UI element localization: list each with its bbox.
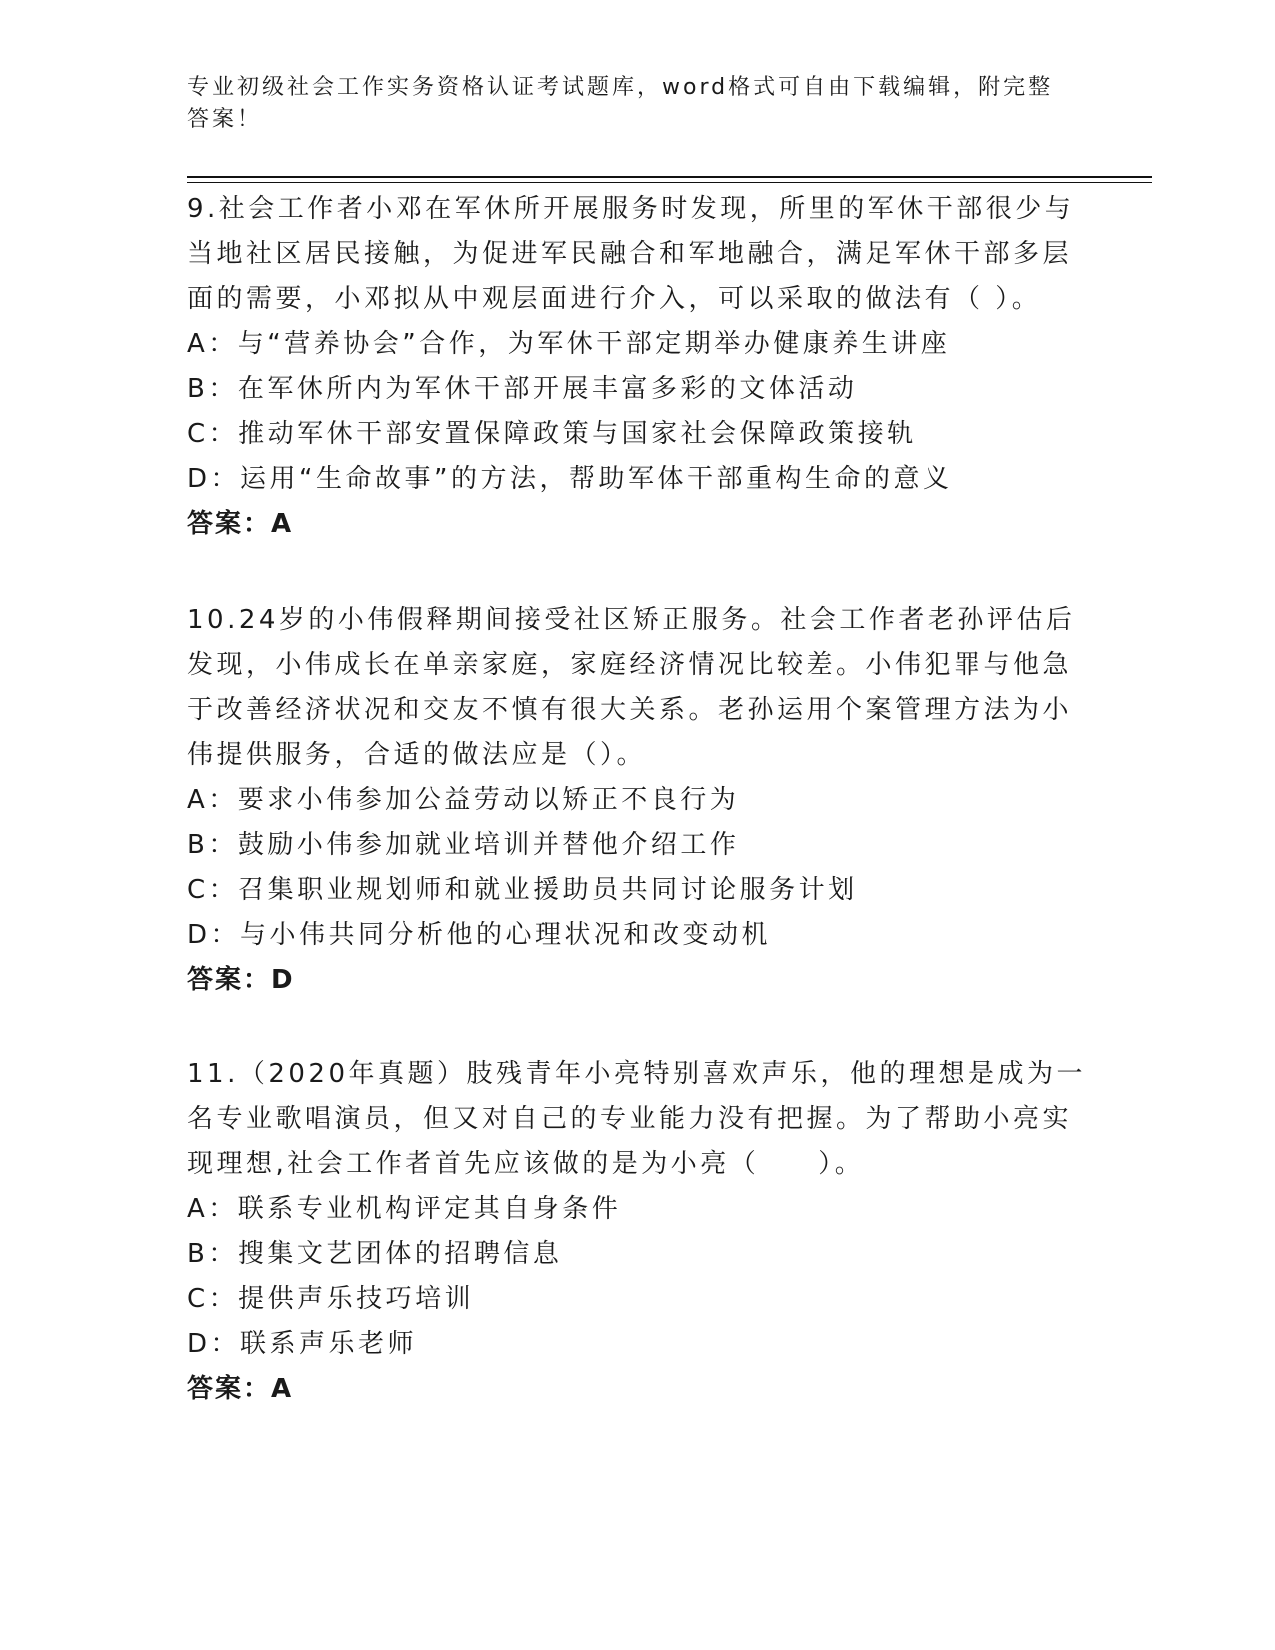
option-c: C：提供声乐技巧培训 xyxy=(187,1284,475,1314)
question-11 xyxy=(187,1052,1087,1412)
option-a: A：联系专业机构评定其自身条件 xyxy=(187,1194,622,1224)
option-b: B：搜集文艺团体的招聘信息 xyxy=(187,1239,563,1269)
option-b: B：在军休所内为军休干部开展丰富多彩的文体活动 xyxy=(187,374,858,404)
header-divider-thin xyxy=(187,182,1152,183)
question-stem: 11.（2020年真题）肢残青年小亮特别喜欢声乐，他的理想是成为一名专业歌唱演员，但又对自己的专业能力没有把握。为了帮助小亮实现理想,社会工作者首先应该做的是为小亮（ ）。 xyxy=(187,1059,1087,1179)
option-a: A：要求小伟参加公益劳动以矫正不良行为 xyxy=(187,785,740,815)
question-10 xyxy=(187,598,1087,1003)
option-d: D：与小伟共同分析他的心理状况和改变动机 xyxy=(187,920,772,950)
question-9 xyxy=(187,187,1087,547)
question-stem: 10.24岁的小伟假释期间接受社区矫正服务。社会工作者老孙评估后发现，小伟成长在单亲家庭，家庭经济情况比较差。小伟犯罪与他急于改善经济状况和交友不慎有很大关系。老孙运用个案管理方法为小伟提供服务，合适的做法应是（）。 xyxy=(187,605,1076,770)
option-c: C：召集职业规划师和就业援助员共同讨论服务计划 xyxy=(187,875,858,905)
question-stem: 9.社会工作者小邓在军休所开展服务时发现，所里的军休干部很少与当地社区居民接触，为促进军民融合和军地融合，满足军休干部多层面的需要，小邓拟从中观层面进行介入，可以采取的做法有（ ）。 xyxy=(187,194,1075,314)
option-b: B：鼓励小伟参加就业培训并替他介绍工作 xyxy=(187,830,740,860)
option-d: D：联系声乐老师 xyxy=(187,1329,418,1359)
answer: 答案：A xyxy=(187,1374,294,1404)
answer: 答案：A xyxy=(187,509,294,539)
option-c: C：推动军休干部安置保障政策与国家社会保障政策接轨 xyxy=(187,419,917,449)
header-divider-thick xyxy=(187,176,1152,178)
document-header: 专业初级社会工作实务资格认证考试题库，word格式可自由下载编辑，附完整答案！ xyxy=(187,75,1054,132)
answer: 答案：D xyxy=(187,965,295,995)
option-a: A：与“营养协会”合作，为军休干部定期举办健康养生讲座 xyxy=(187,329,951,359)
option-d: D：运用“生命故事”的方法，帮助军体干部重构生命的意义 xyxy=(187,464,953,494)
